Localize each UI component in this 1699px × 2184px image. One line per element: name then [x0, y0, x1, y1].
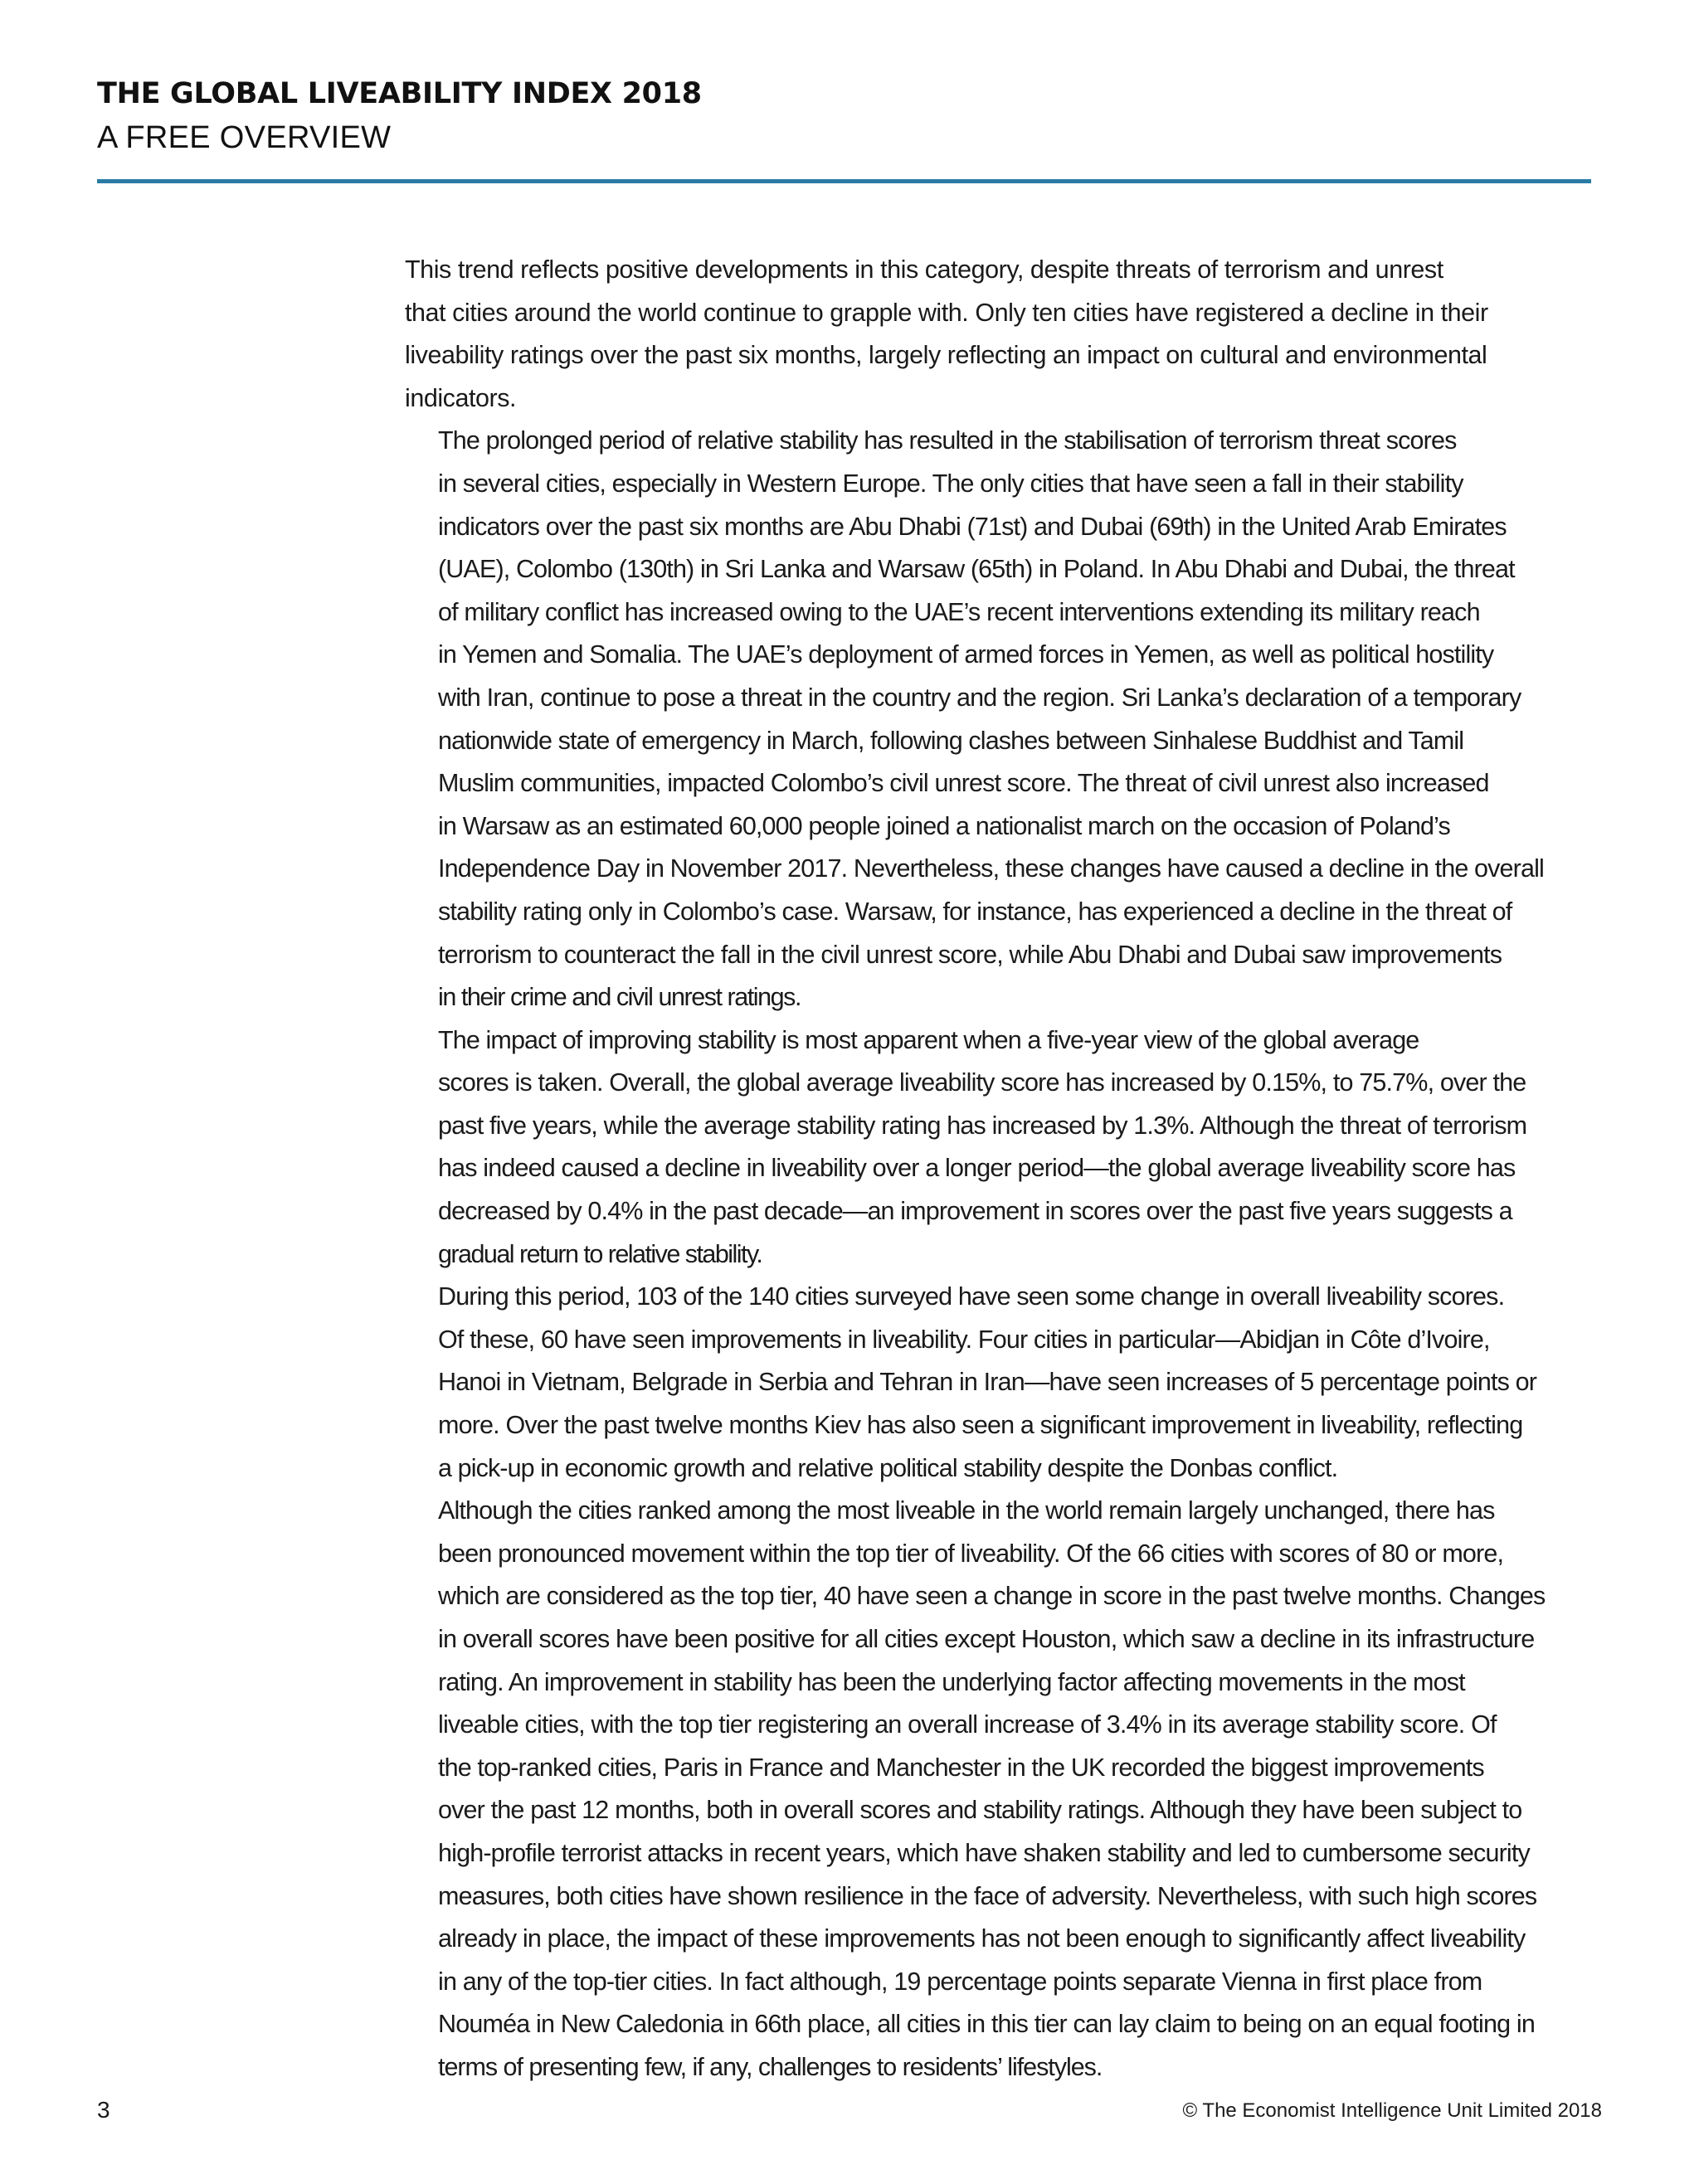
text-line: indicators.	[405, 383, 517, 412]
page-header	[97, 73, 1590, 159]
text-line: nationwide state of emergency in March, following clashes between Sinhalese Buddhist and Tamil	[438, 726, 1464, 755]
text-line: (UAE), Colombo (130th) in Sri Lanka and Warsaw (65th) in Poland. In Abu Dhabi and Dubai, the threat	[438, 555, 1515, 584]
text-line: already in place, the impact of these improvements has not been enough to significantly affect liveability	[438, 1924, 1526, 1953]
text-line: Hanoi in Vietnam, Belgrade in Serbia and Tehran in Iran—have seen increases of 5 percentage points or	[438, 1368, 1537, 1397]
text-line: The prolonged period of relative stability has resulted in the stabilisation of terrorism threat scores	[438, 426, 1457, 455]
text-line: rating. An improvement in stability has been the underlying factor affecting movements in the most	[438, 1667, 1465, 1696]
text-line: which are considered as the top tier, 40 have seen a change in score in the past twelve months. Changes	[438, 1582, 1546, 1611]
text-line: During this period, 103 of the 140 cities surveyed have seen some change in overall liveability scores.	[438, 1282, 1505, 1311]
text-line: This trend reflects positive developments in this category, despite threats of terrorism and unrest	[405, 255, 1443, 284]
paragraph	[405, 1276, 1599, 1490]
text-line: been pronounced movement within the top tier of liveability. Of the 66 cities with scores of 80 or more,	[438, 1539, 1504, 1568]
report-title: THE GLOBAL LIVEABILITY INDEX 2018	[97, 77, 702, 110]
text-line: measures, both cities have shown resilience in the face of adversity. Nevertheless, with such high scores	[438, 1881, 1537, 1910]
text-line: over the past 12 months, both in overall scores and stability ratings. Although they have been subject to	[438, 1796, 1522, 1825]
text-line: indicators over the past six months are Abu Dhabi (71st) and Dubai (69th) in the United Arab Emirates	[438, 512, 1507, 541]
text-line: decreased by 0.4% in the past decade—an improvement in scores over the past five years suggests a	[438, 1197, 1512, 1226]
paragraph	[405, 1490, 1599, 2089]
text-line: in several cities, especially in Western Europe. The only cities that have seen a fall in their stability	[438, 469, 1463, 498]
copyright-notice: © The Economist Intelligence Unit Limited 2018	[1182, 2099, 1602, 2122]
text-line: gradual return to relative stability.	[438, 1239, 762, 1268]
text-line: with Iran, continue to pose a threat in the country and the region. Sri Lanka’s declaration of a temporary	[438, 683, 1521, 712]
text-line: in their crime and civil unrest ratings.	[438, 983, 801, 1012]
paragraph	[405, 249, 1599, 420]
text-line: liveable cities, with the top tier registering an overall increase of 3.4% in its average stability score. Of	[438, 1710, 1497, 1739]
text-line: past five years, while the average stability rating has increased by 1.3%. Although the threat of terrorism	[438, 1111, 1527, 1140]
text-line: of military conflict has increased owing to the UAE’s recent interventions extending its military reach	[438, 597, 1480, 626]
text-line: Nouméa in New Caledonia in 66th place, all cities in this tier can lay claim to being on an equal footing in	[438, 2010, 1535, 2039]
text-line: liveability ratings over the past six months, largely reflecting an impact on cultural and environmental	[405, 341, 1487, 370]
text-line: terms of presenting few, if any, challenges to residents’ lifestyles.	[438, 2052, 1103, 2081]
page-number: 3	[97, 2097, 110, 2123]
text-line: in overall scores have been positive for all cities except Houston, which saw a decline in its infrastructure	[438, 1625, 1535, 1653]
text-line: The impact of improving stability is most apparent when a five-year view of the global average	[438, 1025, 1419, 1054]
text-line: terrorism to counteract the fall in the civil unrest score, while Abu Dhabi and Dubai saw improvements	[438, 940, 1502, 969]
text-line: a pick-up in economic growth and relative political stability despite the Donbas conflict.	[438, 1453, 1338, 1482]
text-line: in Yemen and Somalia. The UAE’s deployment of armed forces in Yemen, as well as political hostility	[438, 640, 1494, 669]
text-line: has indeed caused a decline in liveability over a longer period—the global average liveability score has	[438, 1154, 1516, 1183]
report-subtitle: A FREE OVERVIEW	[97, 120, 392, 155]
text-line: Muslim communities, impacted Colombo’s civil unrest score. The threat of civil unrest also increased	[438, 769, 1489, 798]
text-line: Of these, 60 have seen improvements in liveability. Four cities in particular—Abidjan in Côte d’Ivoire,	[438, 1325, 1490, 1354]
paragraph	[405, 1019, 1599, 1277]
text-line: the top-ranked cities, Paris in France and Manchester in the UK recorded the biggest improvements	[438, 1753, 1484, 1782]
text-line: in Warsaw as an estimated 60,000 people joined a nationalist march on the occasion of Poland’s	[438, 811, 1450, 840]
text-line: in any of the top-tier cities. In fact although, 19 percentage points separate Vienna in first place from	[438, 1967, 1482, 1996]
paragraph	[405, 420, 1599, 1019]
text-line: high-profile terrorist attacks in recent years, which have shaken stability and led to cumbersome security	[438, 1838, 1530, 1867]
text-line: stability rating only in Colombo’s case. Warsaw, for instance, has experienced a decline in the threat of	[438, 897, 1512, 926]
text-line: scores is taken. Overall, the global average liveability score has increased by 0.15%, to 75.7%, over the	[438, 1068, 1526, 1097]
text-line: Independence Day in November 2017. Nevertheless, these changes have caused a decline in the overall	[438, 854, 1544, 883]
text-line: that cities around the world continue to grapple with. Only ten cities have registered a decline in their	[405, 298, 1488, 327]
header-rule	[97, 179, 1591, 183]
text-line: more. Over the past twelve months Kiev has also seen a significant improvement in liveability, reflecting	[438, 1411, 1523, 1440]
body-text	[405, 249, 1599, 2089]
text-line: Although the cities ranked among the most liveable in the world remain largely unchanged, there has	[438, 1496, 1495, 1525]
